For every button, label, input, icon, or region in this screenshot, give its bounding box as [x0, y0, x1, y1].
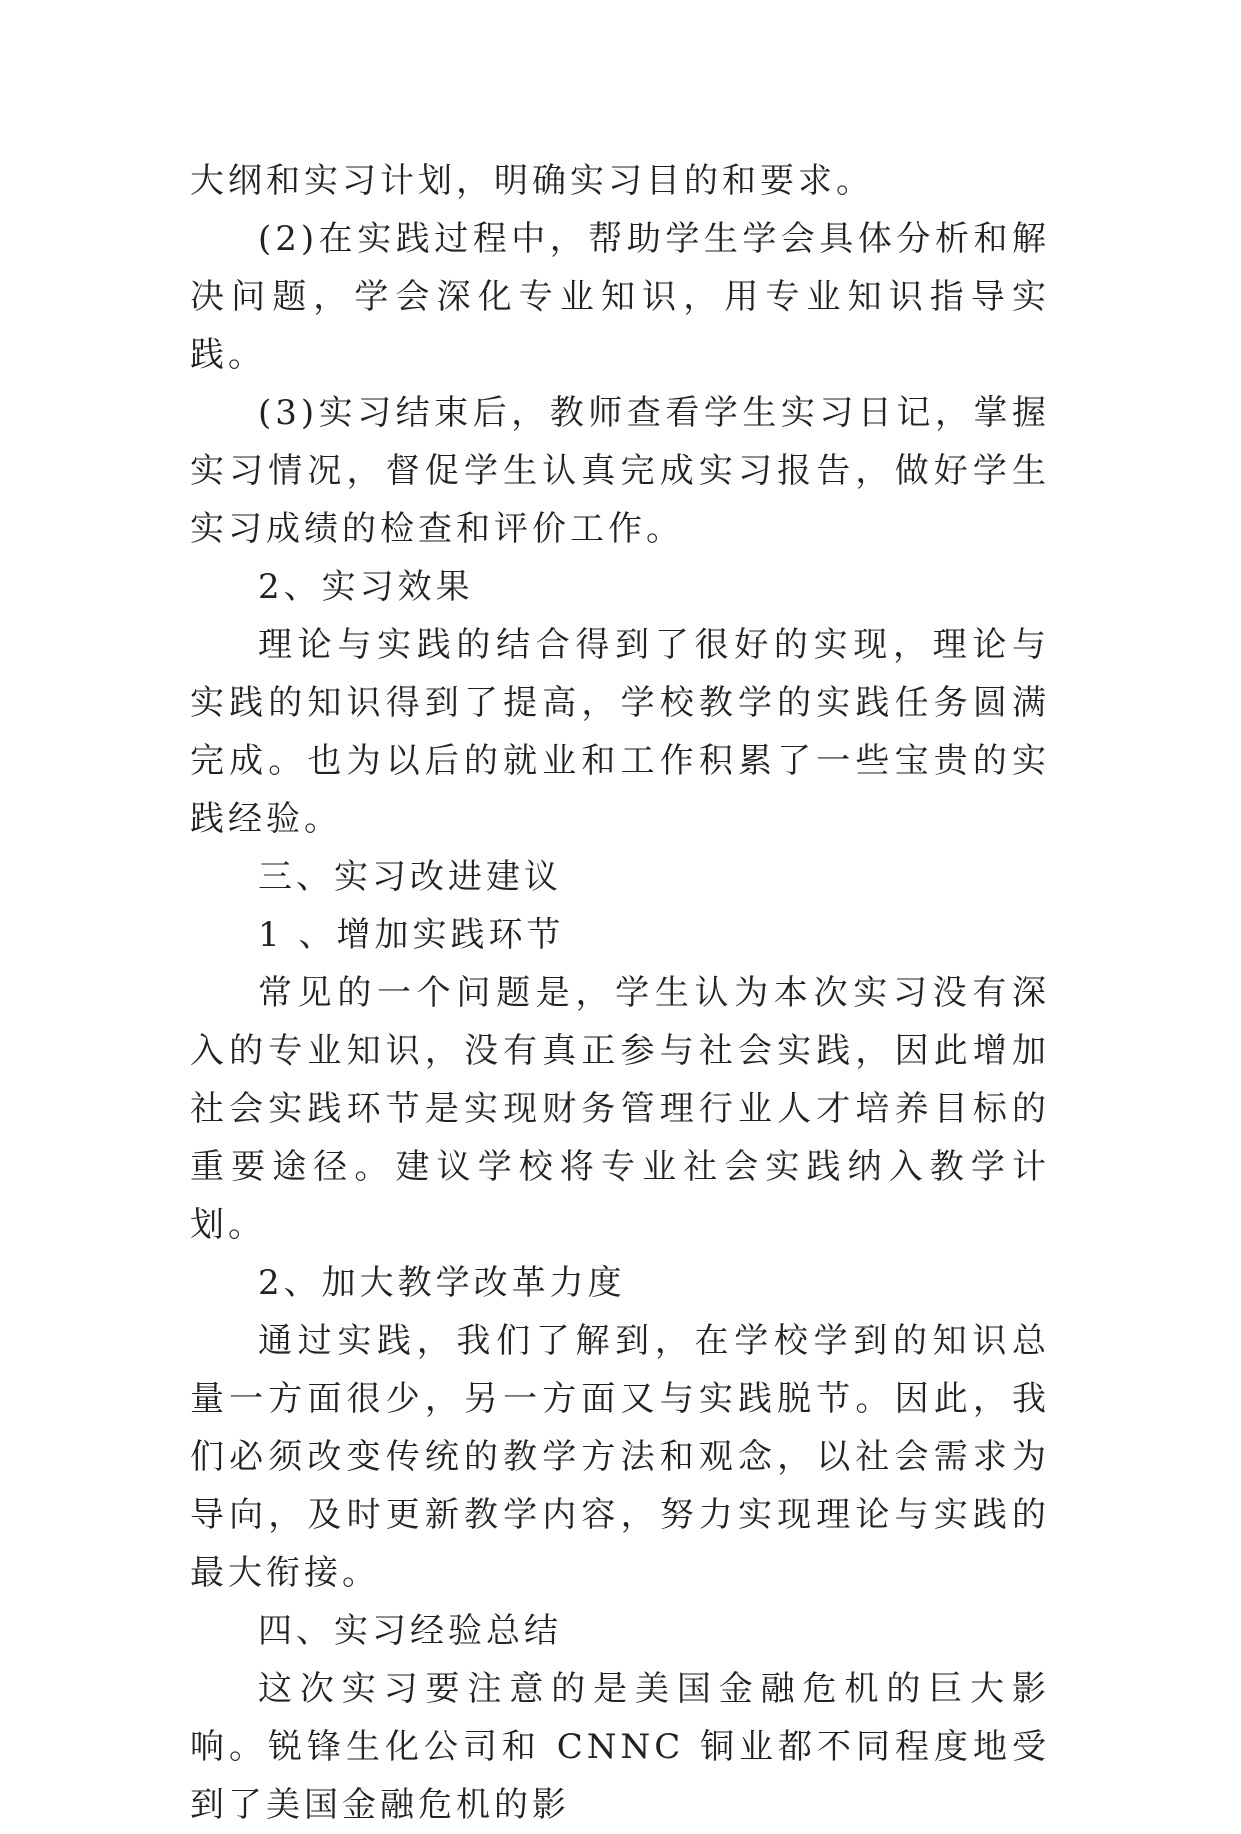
heading-add-practice: 1 、增加实践环节	[258, 915, 565, 955]
paragraph-experience-summary-detail: 这次实习要注意的是美国金融危机的巨大影响。锐锋生化公司和 CNNC 铜业都不同程度地受到了美国金融危机的影	[190, 1669, 1050, 1825]
heading-teaching-reform: 2、加大教学改革力度	[258, 1263, 626, 1303]
paragraph-plan-continuation: 大纲和实习计划，明确实习目的和要求。	[190, 161, 874, 201]
heading-improvement-suggestions: 三、实习改进建议	[258, 857, 562, 897]
document-body	[190, 152, 1050, 1834]
paragraph-add-practice-detail: 常见的一个问题是，学生认为本次实习没有深入的专业知识，没有真正参与社会实践，因此增加社会实践环节是实现财务管理行业人才培养目标的重要途径。建议学校将专业社会实践纳入教学计划。	[190, 973, 1050, 1245]
paragraph-effect-detail: 理论与实践的结合得到了很好的实现，理论与实践的知识得到了提高，学校教学的实践任务圆满完成。也为以后的就业和工作积累了一些宝贵的实践经验。	[190, 625, 1050, 839]
heading-experience-summary: 四、实习经验总结	[258, 1611, 562, 1651]
paragraph-teaching-reform-detail: 通过实践，我们了解到，在学校学到的知识总量一方面很少，另一方面又与实践脱节。因此，我们必须改变传统的教学方法和观念，以社会需求为导向，及时更新教学内容，努力实现理论与实践的最大衔接。	[190, 1321, 1050, 1593]
paragraph-after-internship: (3)实习结束后，教师查看学生实习日记，掌握实习情况，督促学生认真完成实习报告，做好学生实习成绩的检查和评价工作。	[190, 393, 1050, 549]
paragraph-practice-process: (2)在实践过程中，帮助学生学会具体分析和解决问题，学会深化专业知识，用专业知识指导实践。	[190, 219, 1050, 375]
heading-internship-effect: 2、实习效果	[258, 567, 474, 607]
